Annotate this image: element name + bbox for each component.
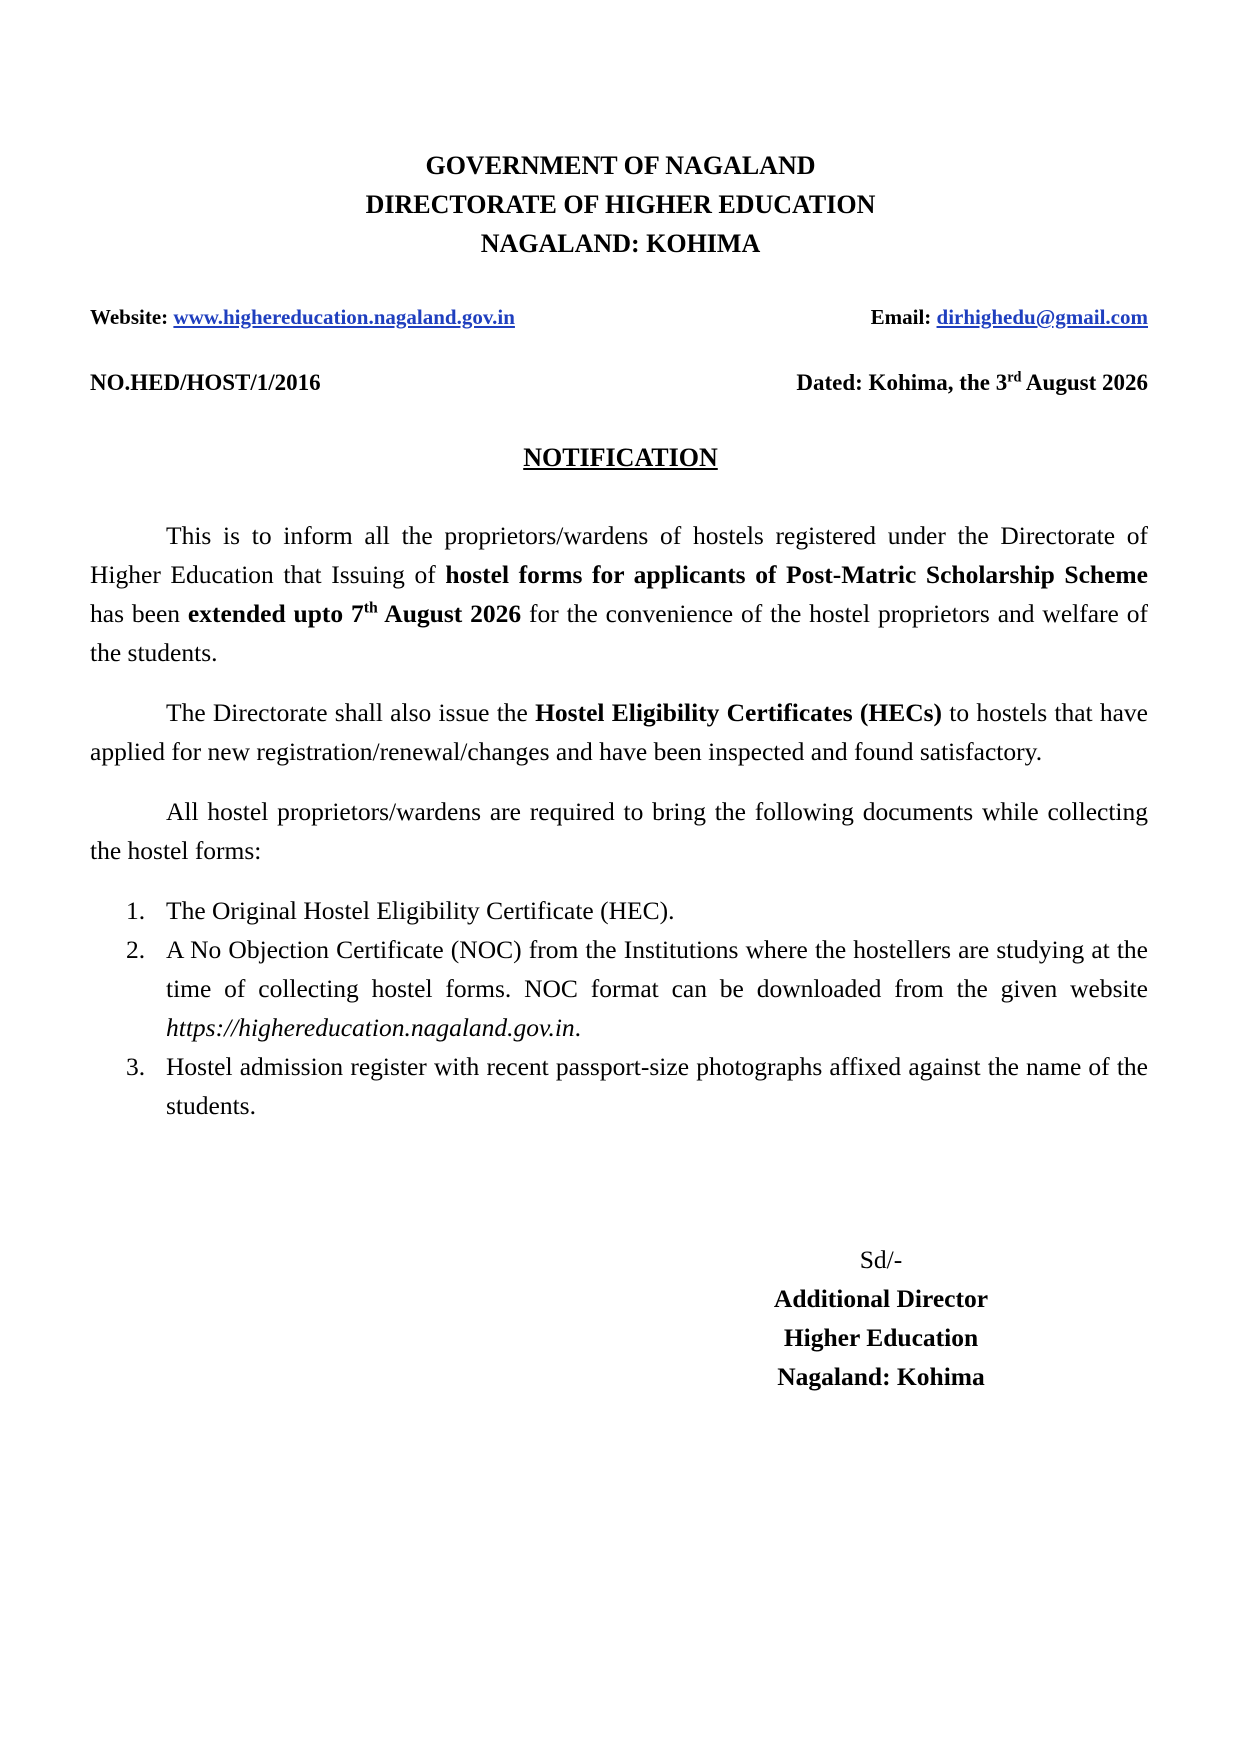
website-block [90, 305, 515, 330]
p1-bold-2b: August 2026 [377, 599, 522, 628]
p1-text-1: This is to inform all the proprietors/wardens of hostels registered under the Directorate of Higher Education that Issuing of [90, 521, 1148, 589]
signature-block [756, 1240, 1006, 1396]
date-prefix: Dated: Kohima, the 3 [796, 370, 1008, 395]
list-number: 2. [126, 935, 146, 964]
list-number: 3. [126, 1052, 146, 1081]
signatory-place: Nagaland: Kohima [777, 1362, 985, 1391]
list-text: Hostel admission register with recent passport-size photographs affixed against the name of the students. [166, 1052, 1148, 1120]
contact-row [90, 305, 1148, 330]
p1-bold-2 [188, 599, 521, 628]
noc-website-link[interactable]: https://highereducation.nagaland.gov.in [166, 1013, 575, 1042]
signatory-designation: Additional Director [773, 1284, 989, 1313]
required-documents-list [90, 891, 1148, 1125]
signed-mark: Sd/- [859, 1245, 903, 1274]
reference-number: NO.HED/HOST/1/2016 [90, 370, 321, 395]
p1-bold-2a: extended upto 7 [187, 599, 364, 628]
p2-bold-1: Hostel Eligibility Certificates (HECs) [535, 698, 943, 727]
p1-text-3: for the convenience of the hostel proprietors and welfare of the students. [90, 599, 1148, 667]
paragraph-1 [90, 516, 1148, 672]
reference-date [796, 370, 1148, 396]
paragraph-2 [90, 693, 1148, 771]
notification-body [90, 516, 1148, 1125]
date-suffix: August 2026 [1021, 370, 1148, 395]
email-label: Email: [870, 305, 932, 329]
header-location: NAGALAND: KOHIMA [480, 229, 761, 258]
list-item [90, 891, 1148, 930]
list-text-tail: . [574, 1013, 582, 1042]
list-item [90, 930, 1148, 1047]
paragraph-3: All hostel proprietors/wardens are required to bring the following documents while collecting the hostel forms: [90, 797, 1148, 865]
p1-text-2: has been [90, 599, 188, 628]
p2-text-2: to hostels that have applied for new registration/renewal/changes and have been inspected and found satisfactory. [90, 698, 1149, 766]
list-number: 1. [126, 896, 146, 925]
notification-title: NOTIFICATION [523, 443, 718, 472]
p1-bold-1: hostel forms for applicants of Post-Matric Scholarship Scheme [445, 560, 1148, 589]
signatory-department: Higher Education [783, 1323, 979, 1352]
list-text: The Original Hostel Eligibility Certificate (HEC). [166, 896, 675, 925]
date-superscript: rd [1007, 369, 1022, 386]
p2-text-1: The Directorate shall also issue the [166, 698, 536, 727]
website-label: Website: [90, 305, 169, 329]
p1-superscript: th [363, 599, 378, 617]
email-link[interactable]: dirhighedu@gmail.com [936, 305, 1148, 329]
header-directorate: DIRECTORATE OF HIGHER EDUCATION [365, 190, 876, 219]
reference-row [90, 370, 1148, 396]
list-text: A No Objection Certificate (NOC) from the Institutions where the hostellers are studying at the time of collecting hostel forms. NOC format can be downloaded from the given website [166, 935, 1148, 1003]
list-item [90, 1047, 1148, 1125]
email-block [871, 305, 1148, 330]
header-government: GOVERNMENT OF NAGALAND [425, 151, 816, 180]
website-link[interactable]: www.highereducation.nagaland.gov.in [173, 305, 515, 329]
letterhead [0, 146, 1241, 263]
